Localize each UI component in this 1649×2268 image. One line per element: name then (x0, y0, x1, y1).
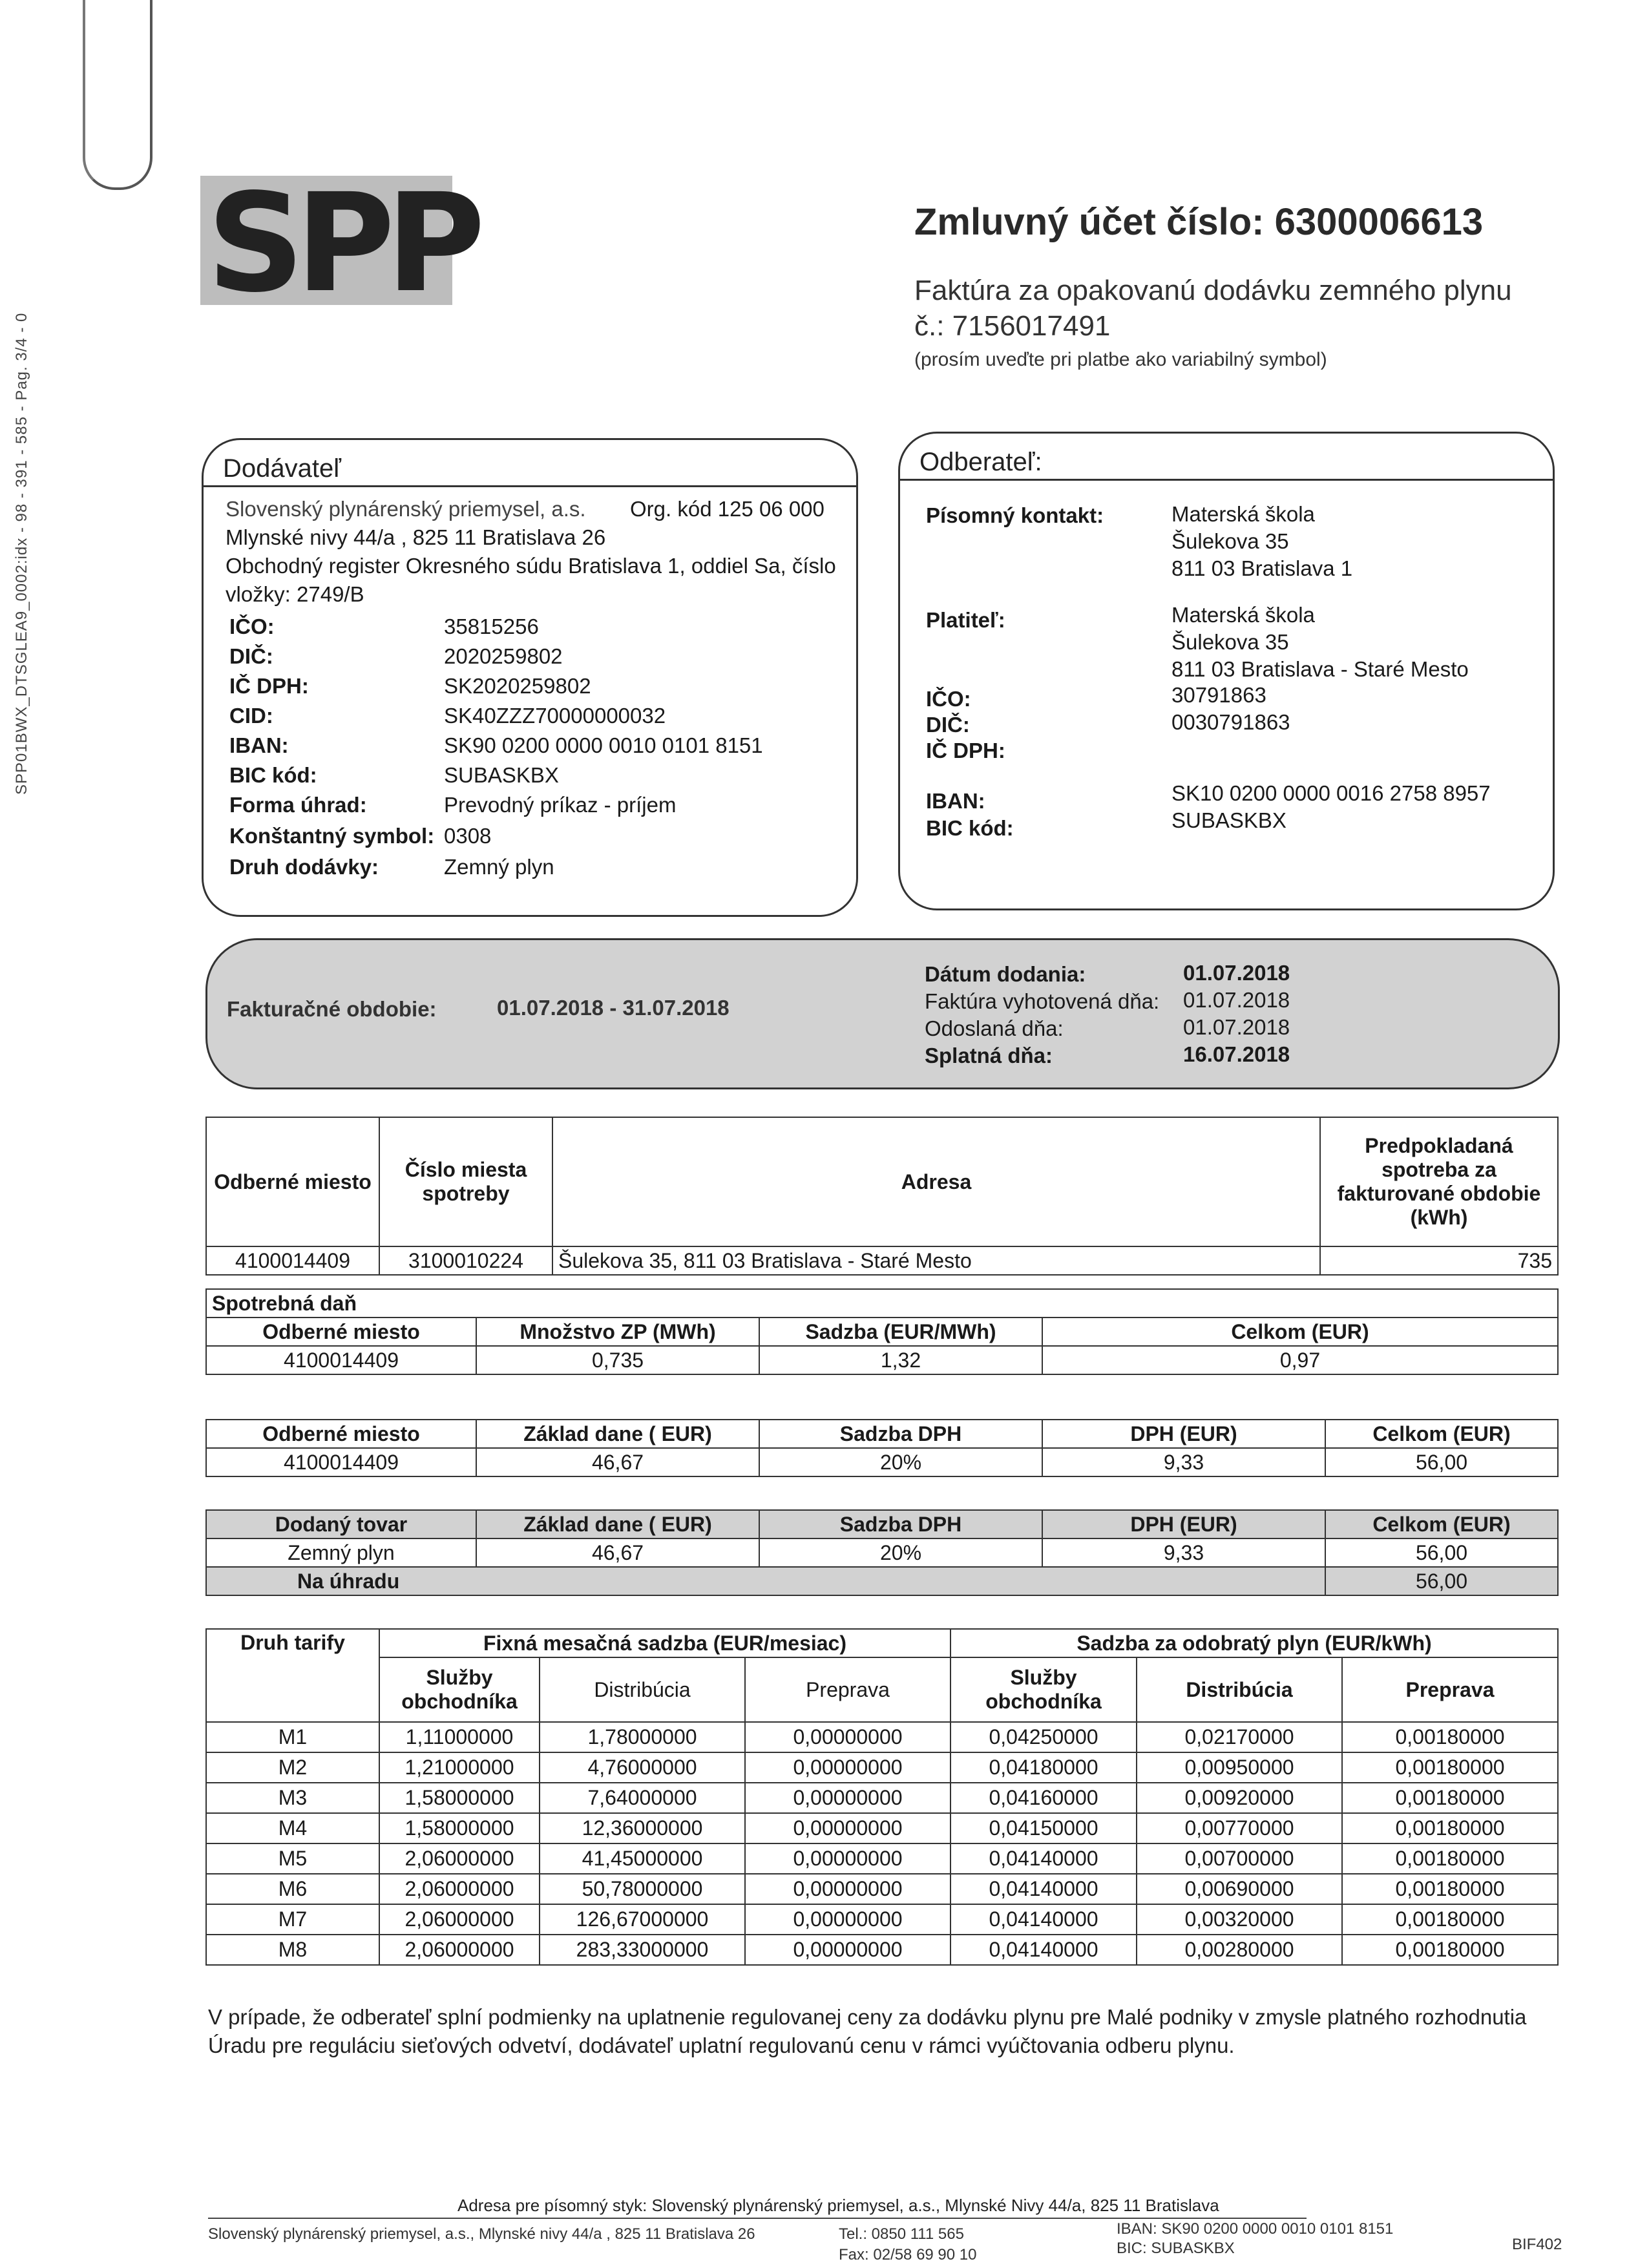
goods-rate-header: Sadzba DPH (759, 1510, 1042, 1538)
supplier-register: Obchodný register Okresného súdu Bratislava 1, oddiel Sa, číslo (226, 554, 836, 578)
tariff-fixed-header: Fixná mesačná sadzba (EUR/mesiac) (379, 1629, 951, 1657)
tariff-cell: 0,04140000 (951, 1935, 1137, 1965)
tariff-cell: M5 (206, 1843, 379, 1874)
fixed-distribution-header: Distribúcia (540, 1657, 745, 1722)
tariff-cell: 0,04140000 (951, 1843, 1137, 1874)
tariff-cell: 0,04250000 (951, 1722, 1137, 1752)
footer-fax: Fax: 02/58 69 90 10 (839, 2246, 977, 2263)
footer-bic: BIC: SUBASKBX (1117, 2240, 1235, 2257)
tariff-cell: 0,00180000 (1342, 1722, 1558, 1752)
invoice-title: Faktúra za opakovanú dodávku zemného plynu (914, 275, 1512, 306)
vat-total-header: Celkom (EUR) (1325, 1420, 1558, 1448)
excise-place-cell: 4100014409 (206, 1346, 476, 1374)
supplier-value: SK40ZZZ70000000032 (444, 704, 666, 728)
supplier-value: SK2020259802 (444, 674, 591, 698)
supplier-value: 0308 (444, 824, 492, 848)
tariff-cell: 7,64000000 (540, 1783, 745, 1813)
to-pay-label: Na úhradu (206, 1567, 1325, 1595)
payer-line: Šulekova 35 (1171, 630, 1289, 654)
vat-total-cell: 56,00 (1325, 1448, 1558, 1476)
contact-label: Písomný kontakt: (926, 503, 1104, 527)
footer-iban: IBAN: SK90 0200 0000 0010 0101 8151 (1117, 2220, 1394, 2238)
tariff-cell: 0,00180000 (1342, 1935, 1558, 1965)
tariff-cell: 0,00000000 (745, 1752, 951, 1783)
address-cell: Šulekova 35, 811 03 Bratislava - Staré Mesto (552, 1246, 1320, 1275)
contact-line: Materská škola (1171, 502, 1315, 526)
dic-value: 0030791863 (1171, 710, 1290, 734)
footer-address: Adresa pre písomný styk: Slovenský plynárenský priemysel, a.s., Mlynské Nivy 44/a, 825 11 Bratislava (457, 2196, 1219, 2215)
supplier-label: Forma úhrad: (229, 793, 367, 817)
issued-value: 01.07.2018 (1183, 988, 1290, 1012)
tariff-cell: 1,11000000 (379, 1722, 540, 1752)
tariff-cell: 0,00000000 (745, 1843, 951, 1874)
invoice-number: č.: 7156017491 (914, 310, 1111, 342)
excise-total-header: Celkom (EUR) (1042, 1318, 1558, 1346)
iban-value: SK10 0200 0000 0016 2758 8957 (1171, 781, 1491, 805)
goods-base-cell: 46,67 (476, 1538, 759, 1567)
delivery-label: Dátum dodania: (925, 962, 1086, 986)
tariff-row (206, 1843, 1558, 1874)
tariff-cell: 126,67000000 (540, 1904, 745, 1935)
tariff-cell: 0,04140000 (951, 1904, 1137, 1935)
tariff-type-header: Druh tarify (206, 1629, 379, 1722)
due-value: 16.07.2018 (1183, 1042, 1290, 1066)
excise-rate-cell: 1,32 (759, 1346, 1042, 1374)
supplier-value: Zemný plyn (444, 855, 554, 879)
supplier-label: BIC kód: (229, 763, 317, 787)
goods-cell: Zemný plyn (206, 1538, 476, 1567)
supplier-register-2: vložky: 2749/B (226, 582, 364, 606)
regulation-note: V prípade, že odberateľ splní podmienky na uplatnenie regulovanej ceny za dodávku plynu pre Malé podniky v zmysle platného rozhodnutia Úradu pre reguláciu sieťových odvetví, dodávateľ uplatní regulovanú cenu v rámci vyúčtovania odberu plynu. (208, 2005, 1527, 2057)
tariff-cell: 1,78000000 (540, 1722, 745, 1752)
tariff-cell: 0,00000000 (745, 1935, 951, 1965)
vat-place-header: Odberné miesto (206, 1420, 476, 1448)
ico-value: 30791863 (1171, 683, 1266, 707)
tariff-cell: M6 (206, 1874, 379, 1904)
contact-line: 811 03 Bratislava 1 (1171, 556, 1353, 580)
supplier-label: IBAN: (229, 733, 289, 757)
tariff-cell: 0,00320000 (1137, 1904, 1342, 1935)
tariff-cell: 12,36000000 (540, 1813, 745, 1843)
tariff-cell: M4 (206, 1813, 379, 1843)
tariff-cell: 4,76000000 (540, 1752, 745, 1783)
tariff-cell: 2,06000000 (379, 1874, 540, 1904)
delivery-value: 01.07.2018 (1183, 961, 1290, 985)
tariff-cell: 0,00690000 (1137, 1874, 1342, 1904)
vat-rate-cell: 20% (759, 1448, 1042, 1476)
place-header: Odberné miesto (206, 1117, 379, 1246)
bic-label: BIC kód: (926, 816, 1014, 840)
tariff-cell: 2,06000000 (379, 1904, 540, 1935)
estimate-header: Predpokladaná spotreba za fakturované obdobie (kWh) (1320, 1117, 1558, 1246)
goods-vat-cell: 9,33 (1042, 1538, 1325, 1567)
tariff-cell: 0,04140000 (951, 1874, 1137, 1904)
tariff-row (206, 1722, 1558, 1752)
period-label: Fakturačné obdobie: (227, 997, 437, 1021)
contract-number: Zmluvný účet číslo: 6300006613 (914, 201, 1484, 243)
tariff-cell: 0,00950000 (1137, 1752, 1342, 1783)
goods-base-header: Základ dane ( EUR) (476, 1510, 759, 1538)
tariff-table (205, 1628, 1559, 1966)
tariff-cell: 0,00920000 (1137, 1783, 1342, 1813)
sent-value: 01.07.2018 (1183, 1015, 1290, 1039)
tariff-cell: 2,06000000 (379, 1935, 540, 1965)
supplier-value: SK90 0200 0000 0010 0101 8151 (444, 733, 763, 757)
tariff-cell: 0,04150000 (951, 1813, 1137, 1843)
due-label: Splatná dňa: (925, 1044, 1053, 1067)
customer-panel (898, 432, 1555, 910)
supplier-label: IČO: (229, 614, 275, 638)
supplier-panel (202, 438, 858, 917)
estimate-cell: 735 (1320, 1246, 1558, 1275)
goods-table (205, 1509, 1559, 1596)
supplier-label: CID: (229, 704, 273, 728)
tariff-cell: 0,00180000 (1342, 1904, 1558, 1935)
tariff-cell: M7 (206, 1904, 379, 1935)
vat-amount-header: DPH (EUR) (1042, 1420, 1325, 1448)
tariff-cell: 0,00000000 (745, 1813, 951, 1843)
excise-title: Spotrebná daň (206, 1289, 1558, 1318)
footer-code: BIF402 (1512, 2236, 1562, 2253)
fixed-services-header: Služby obchodníka (379, 1657, 540, 1722)
supplier-label: Druh dodávky: (229, 855, 379, 879)
tariff-cell: 0,00180000 (1342, 1813, 1558, 1843)
footer-rule (208, 2218, 1307, 2219)
tariff-row (206, 1904, 1558, 1935)
goods-total-header: Celkom (EUR) (1325, 1510, 1558, 1538)
supplier-label: IČ DPH: (229, 674, 309, 698)
vat-base-cell: 46,67 (476, 1448, 759, 1476)
tariff-cell: 1,58000000 (379, 1813, 540, 1843)
excise-rate-header: Sadzba (EUR/MWh) (759, 1318, 1042, 1346)
icdph-label: IČ DPH: (926, 739, 1005, 762)
spp-logo (200, 164, 477, 322)
goods-vat-header: DPH (EUR) (1042, 1510, 1325, 1538)
excise-total-cell: 0,97 (1042, 1346, 1558, 1374)
excise-tax-table (205, 1288, 1559, 1375)
tariff-cell: 0,00280000 (1137, 1935, 1342, 1965)
tariff-cell: 0,02170000 (1137, 1722, 1342, 1752)
vat-amount-cell: 9,33 (1042, 1448, 1325, 1476)
point-header: Číslo miesta spotreby (379, 1117, 552, 1246)
contact-line: Šulekova 35 (1171, 529, 1289, 553)
tariff-cell: M2 (206, 1752, 379, 1783)
footer-company: Slovenský plynárenský priemysel, a.s., Mlynské nivy 44/a , 825 11 Bratislava 26 (208, 2225, 755, 2243)
supplier-name: Slovenský plynárenský priemysel, a.s. (226, 497, 586, 521)
supplier-address: Mlynské nivy 44/a , 825 11 Bratislava 26 (226, 525, 606, 549)
tariff-row (206, 1874, 1558, 1904)
rate-distribution-header: Distribúcia (1137, 1657, 1342, 1722)
tariff-row (206, 1935, 1558, 1965)
supplier-title: Dodávateľ (223, 454, 341, 483)
goods-total-cell: 56,00 (1325, 1538, 1558, 1567)
side-code: SPP01BWX_DTSGLEA9_0002:idx - 98 - 391 - 585 - Pag. 3/4 - 0 (13, 312, 30, 795)
iban-label: IBAN: (926, 789, 985, 813)
tariff-row (206, 1783, 1558, 1813)
tariff-cell: 283,33000000 (540, 1935, 745, 1965)
point-cell: 3100010224 (379, 1246, 552, 1275)
tariff-cell: 0,00000000 (745, 1783, 951, 1813)
tariff-cell: 50,78000000 (540, 1874, 745, 1904)
goods-rate-cell: 20% (759, 1538, 1042, 1567)
rate-services-header: Služby obchodníka (951, 1657, 1137, 1722)
logo-text: SPP (207, 164, 477, 322)
supplier-label: DIČ: (229, 644, 273, 668)
footer-tel: Tel.: 0850 111 565 (839, 2225, 964, 2243)
to-pay-value: 56,00 (1325, 1567, 1558, 1595)
tariff-cell: 0,00770000 (1137, 1813, 1342, 1843)
dic-label: DIČ: (926, 713, 970, 737)
ico-label: IČO: (926, 687, 971, 711)
tariff-cell: 0,00180000 (1342, 1843, 1558, 1874)
fixed-transport-header: Preprava (745, 1657, 951, 1722)
vat-place-cell: 4100014409 (206, 1448, 476, 1476)
tariff-row (206, 1752, 1558, 1783)
billing-period-band (205, 938, 1560, 1089)
tariff-cell: 0,00000000 (745, 1722, 951, 1752)
tariff-cell: 0,00700000 (1137, 1843, 1342, 1874)
sent-label: Odoslaná dňa: (925, 1016, 1064, 1040)
tariff-cell: 1,21000000 (379, 1752, 540, 1783)
supplier-value: Prevodný príkaz - príjem (444, 793, 677, 817)
tariff-cell: M1 (206, 1722, 379, 1752)
tariff-cell: 2,06000000 (379, 1843, 540, 1874)
tariff-cell: 0,04180000 (951, 1752, 1137, 1783)
place-cell: 4100014409 (206, 1246, 379, 1275)
goods-header: Dodaný tovar (206, 1510, 476, 1538)
supplier-value: 2020259802 (444, 644, 563, 668)
tariff-cell: M3 (206, 1783, 379, 1813)
tariff-cell: 0,00000000 (745, 1874, 951, 1904)
supplier-value: SUBASKBX (444, 763, 559, 787)
issued-label: Faktúra vyhotovená dňa: (925, 989, 1160, 1013)
excise-amount-cell: 0,735 (476, 1346, 759, 1374)
invoice-note: (prosím uveďte pri platbe ako variabilný symbol) (914, 349, 1327, 370)
vat-rate-header: Sadzba DPH (759, 1420, 1042, 1448)
tariff-cell: 0,04160000 (951, 1783, 1137, 1813)
supplier-value: 35815256 (444, 614, 539, 638)
excise-amount-header: Množstvo ZP (MWh) (476, 1318, 759, 1346)
tariff-cell: 0,00180000 (1342, 1752, 1558, 1783)
excise-place-header: Odberné miesto (206, 1318, 476, 1346)
tariff-rate-header: Sadzba za odobratý plyn (EUR/kWh) (951, 1629, 1558, 1657)
vat-table (205, 1419, 1559, 1477)
supplier-label: Konštantný symbol: (229, 824, 435, 848)
supplier-org: Org. kód 125 06 000 (630, 497, 824, 521)
bic-value: SUBASKBX (1171, 808, 1287, 832)
tariff-cell: M8 (206, 1935, 379, 1965)
tariff-cell: 41,45000000 (540, 1843, 745, 1874)
payer-line: Materská škola (1171, 603, 1315, 627)
payer-line: 811 03 Bratislava - Staré Mesto (1171, 657, 1469, 681)
customer-title: Odberateľ: (919, 448, 1042, 476)
paper-clip (83, 0, 152, 190)
tariff-row (206, 1813, 1558, 1843)
period-value: 01.07.2018 - 31.07.2018 (497, 996, 730, 1020)
address-header: Adresa (552, 1117, 1320, 1246)
tariff-cell: 0,00180000 (1342, 1783, 1558, 1813)
rate-transport-header: Preprava (1342, 1657, 1558, 1722)
tariff-cell: 0,00000000 (745, 1904, 951, 1935)
tariff-cell: 0,00180000 (1342, 1874, 1558, 1904)
tariff-cell: 1,58000000 (379, 1783, 540, 1813)
consumption-place-table (205, 1117, 1559, 1276)
vat-base-header: Základ dane ( EUR) (476, 1420, 759, 1448)
payer-label: Platiteľ: (926, 608, 1005, 632)
